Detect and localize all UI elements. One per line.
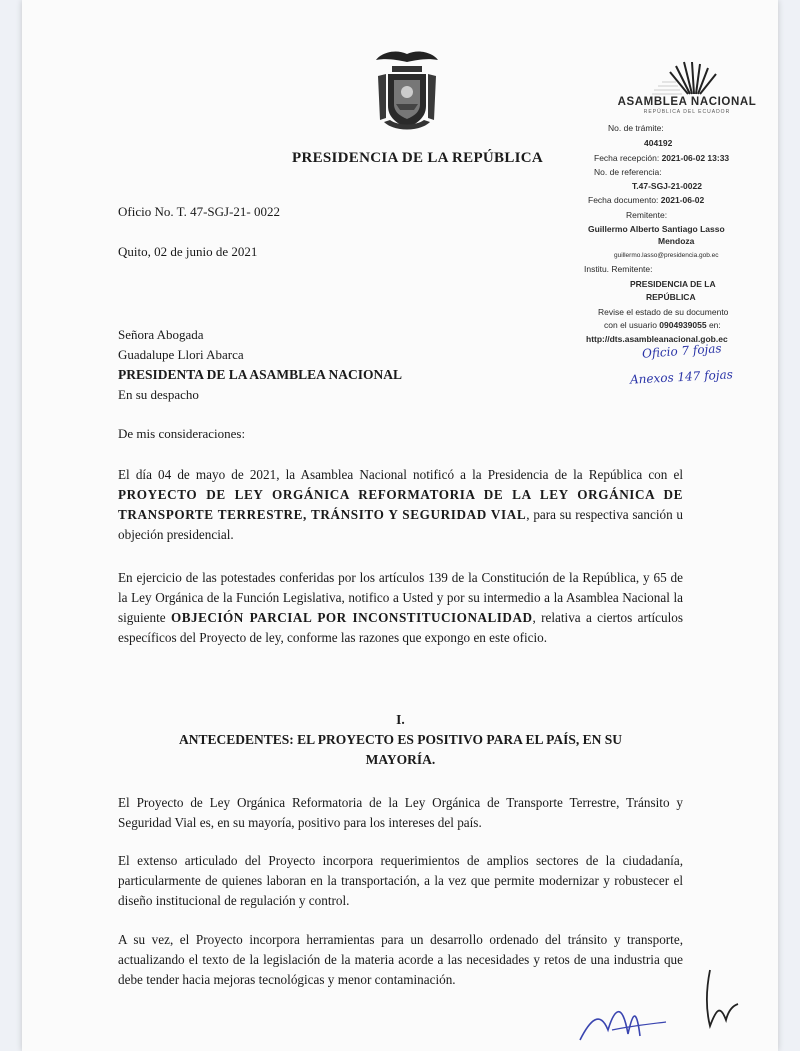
section-title-line-1: ANTECEDENTES: EL PROYECTO ES POSITIVO PARA EL PAÍS, EN SU bbox=[178, 732, 623, 747]
p2-objection-type: OBJECIÓN PARCIAL POR INCONSTITUCIONALIDAD bbox=[170, 610, 533, 625]
tramite-label: No. de trámite: bbox=[608, 123, 664, 133]
issuer-title: PRESIDENCIA DE LA REPÚBLICA bbox=[292, 150, 544, 166]
remitente-label: Remitente: bbox=[626, 210, 668, 220]
recepcion-label: Fecha recepción: bbox=[594, 153, 660, 163]
stamp-org-name: ASAMBLEA NACIONAL bbox=[617, 96, 757, 108]
tracking-url[interactable]: http://dts.asambleanacional.gob.ec bbox=[586, 334, 728, 344]
p2-text-b: , relativa a ciertos artículos específicos del Proyecto de ley, conforme las razones que expongo en este oficio. bbox=[118, 610, 684, 645]
letter-date: Quito, 02 de junio de 2021 bbox=[118, 244, 258, 259]
asamblea-logo-icon bbox=[642, 60, 722, 96]
revise-line-1: Revise el estado de su documento bbox=[598, 307, 729, 317]
referencia-label: No. de referencia: bbox=[594, 167, 662, 177]
recepcion-value: 2021-06-02 13:33 bbox=[661, 153, 730, 163]
revise-post: en: bbox=[708, 320, 721, 330]
institucion-line-2: REPÚBLICA bbox=[646, 292, 696, 302]
recipient-position: PRESIDENTA DE LA ASAMBLEA NACIONAL bbox=[118, 367, 403, 382]
remitente-email: guillermo.lasso@presidencia.gob.ec bbox=[614, 252, 719, 259]
handwritten-signature bbox=[570, 960, 750, 1050]
p2-text-a: En ejercicio de las potestades conferidas por los artículos 139 de la Constitución de la República, y 65 de la Ley Orgánica de la Función Legislativa, notifico a Usted y por su intermedio a la Asamblea Nacional la siguiente bbox=[118, 570, 683, 625]
recipient-location: En su despacho bbox=[118, 387, 199, 402]
documento-value: 2021-06-02 bbox=[660, 195, 705, 205]
p1-bill-name: PROYECTO DE LEY ORGÁNICA REFORMATORIA DE LA LEY ORGÁNICA DE TRANSPORTE TERRESTRE, TRÁNSITO Y SEGURIDAD VIAL bbox=[118, 487, 683, 522]
institucion-label: Institu. Remitente: bbox=[584, 264, 653, 274]
handwritten-note-anexos: Anexos 147 fojas bbox=[629, 367, 734, 387]
paragraph-tools: A su vez, el Proyecto incorpora herramientas para un desarrollo ordenado del tránsito y transporte, actualizando el texto de la legislación de la materia acorde a las necesidades y retos de una industria que debe tender hacia mejoras tecnológicas y menor contaminación. bbox=[118, 932, 683, 987]
p1-text-a: El día 04 de mayo de 2021, la Asamblea Nacional notificó a la Presidencia de la República con el bbox=[118, 467, 683, 482]
institucion-line-1: PRESIDENCIA DE LA bbox=[630, 279, 716, 289]
documento-line bbox=[588, 195, 704, 205]
paragraph-positive: El Proyecto de Ley Orgánica Reformatoria de la Ley Orgánica de Transporte Terrestre, Tránsito y Seguridad Vial es, en su mayoría, positivo para los intereses del país. bbox=[118, 795, 683, 830]
referencia-value: T.47-SGJ-21-0022 bbox=[632, 181, 702, 191]
p1-text-b: , para su respectiva sanción u objeción presidencial. bbox=[118, 507, 683, 542]
tramite-value: 404192 bbox=[644, 138, 673, 148]
remitente-name-1: Guillermo Alberto Santiago Lasso bbox=[588, 224, 725, 234]
revise-line-2 bbox=[604, 320, 721, 330]
paragraph-objection bbox=[118, 568, 683, 648]
recipient-block bbox=[118, 325, 402, 405]
recepcion-line bbox=[594, 153, 729, 163]
revise-user: 0904939055 bbox=[659, 320, 707, 330]
handwritten-note-oficio: Oficio 7 fojas bbox=[641, 341, 722, 361]
documento-label: Fecha documento: bbox=[588, 195, 659, 205]
recipient-name: Guadalupe Llori Abarca bbox=[118, 347, 244, 362]
revise-pre: con el usuario bbox=[604, 320, 657, 330]
recipient-title: Señora Abogada bbox=[118, 327, 204, 342]
section-title-line-2: MAYORÍA. bbox=[365, 752, 436, 767]
section-heading bbox=[118, 710, 683, 770]
section-number: I. bbox=[396, 712, 405, 727]
document-page bbox=[22, 0, 778, 1051]
greeting: De mis consideraciones: bbox=[118, 426, 246, 441]
stamp-org-subtitle: REPÚBLICA DEL ECUADOR bbox=[643, 109, 731, 115]
remitente-name-2: Mendoza bbox=[658, 236, 695, 246]
paragraph-requirements: El extenso articulado del Proyecto incorpora requerimientos de amplios sectores de la ciudadanía, particularmente de quienes laboran en la transportación, a la vez que permite modernizar y robustecer el diseño institucional de regulación y control. bbox=[118, 853, 683, 908]
paragraph-notification bbox=[118, 465, 683, 545]
oficio-number: Oficio No. T. 47-SGJ-21- 0022 bbox=[118, 204, 281, 219]
coat-of-arms-emblem bbox=[374, 48, 440, 134]
